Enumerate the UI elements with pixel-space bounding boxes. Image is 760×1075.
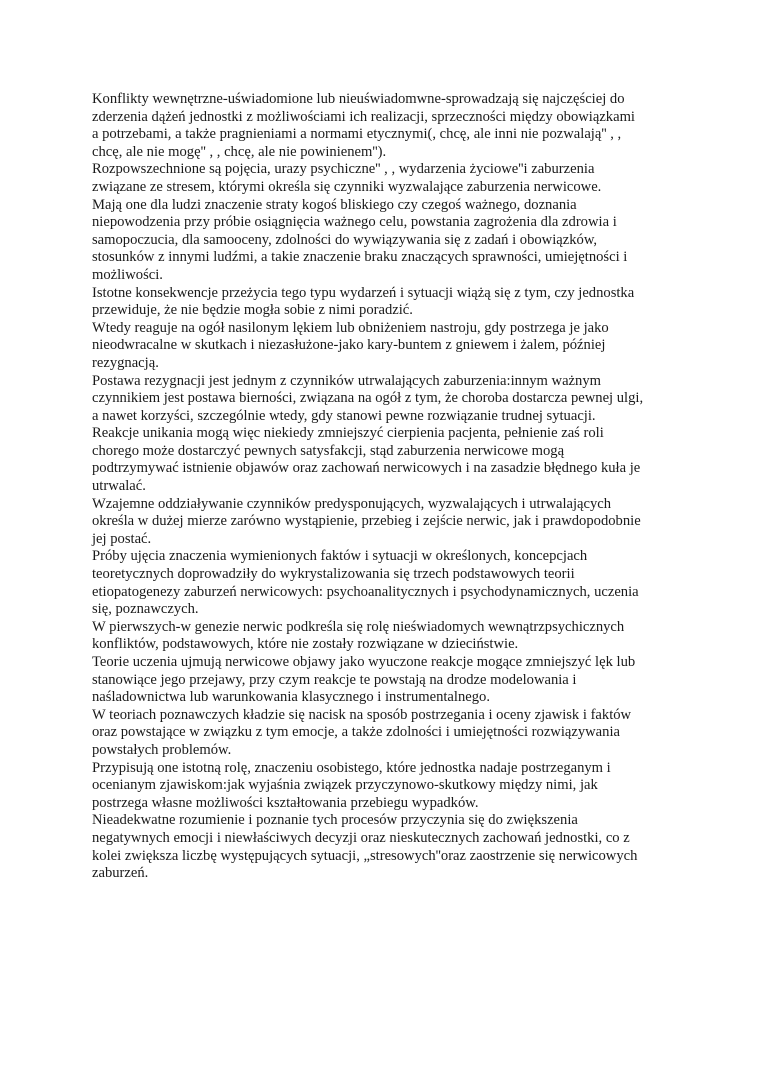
text-line: stanowiące jego przejawy, przy czym reakcje te powstają na drodze modelowania i [92,671,577,688]
text-line: teoretycznych doprowadziły do wykrystalizowania się trzech podstawowych teorii [92,566,575,583]
text-line: samopoczucia, dla samooceny, zdolności do wywiązywania się z zadań i obowiązków, [92,231,598,248]
text-line: jej postać. [92,530,152,547]
text-line: chcę, ale nie mogę'' , , chcę, ale nie powinienem''). [92,143,387,160]
text-line: chorego może dostarczyć pewnych satysfakcji, stąd zaburzenia nerwicowe mogą [92,442,565,459]
text-line: Reakcje unikania mogą więc niekiedy zmniejszyć cierpienia pacjenta, pełnienie zaś roli [92,425,604,442]
text-line: naśladownictwa lub warunkowania klasycznego i instrumentalnego. [92,689,490,706]
text-line: negatywnych emocji i niewłaściwych decyzji oraz nieskutecznych zachowań jednostki, co z [92,829,630,846]
text-line: Teorie uczenia ujmują nerwicowe objawy jako wyuczone reakcje mogące zmniejszyć lęk lub [92,654,636,670]
text-line: ocenianym zjawiskom:jak wyjaśnia związek przyczynowo-skutkowy między nimi, jak [92,777,598,794]
text-line: utrwalać. [92,478,146,495]
text-line: Przypisują one istotną rolę, znaczeniu osobistego, które jednostka nadaje postrzeganym i [92,759,611,776]
text-line: podtrzymywać istnienie objawów oraz zachowań nerwicowych i na zasadzie błędnego kuła je [92,460,641,477]
text-line: Mają one dla ludzi znaczenie straty kogoś bliskiego czy czegoś ważnego, doznania [92,196,577,213]
text-line: stosunków z innymi ludźmi, a takie znaczenie braku znaczących sprawności, umiejętności i [92,249,628,266]
text-line: się, poznawczych. [92,601,199,618]
text-line: postrzega własne możliwości kształtowania przebiegu wypadków. [92,794,479,811]
text-line: Istotne konsekwencje przeżycia tego typu wydarzeń i sytuacji wiążą się z tym, czy jednostka [92,284,635,301]
text-line: W teoriach poznawczych kładzie się nacisk na sposób postrzegania i oceny zjawisk i faktów [92,706,632,723]
text-line: niepowodzenia przy próbie osiągnięcia ważnego celu, powstania zagrożenia dla zdrowia i [92,214,617,231]
text-line: zderzenia dążeń jednostki z możliwościami ich realizacji, sprzeczności między obowiązkami [92,108,635,125]
text-line: Próby ujęcia znaczenia wymienionych faktów i sytuacji w określonych, koncepcjach [92,548,588,565]
text-line: a potrzebami, a także pragnieniami a normami etycznymi(, chcę, ale inni nie pozwalają'' , , [92,126,622,143]
document-body-text [92,91,682,883]
text-line: Wzajemne oddziaływanie czynników predysponujących, wyzwalających i utrwalających [92,495,612,512]
text-line: W pierwszych-w genezie nerwic podkreśla się rolę nieświadomych wewnątrzpsychicznych [92,618,625,635]
text-line: Rozpowszechnione są pojęcia, urazy psychiczne'' , , wydarzenia życiowe''i zaburzenia [92,161,595,178]
text-line: Nieadekwatne rozumienie i poznanie tych procesów przyczynia się do zwiększenia [92,812,578,829]
text-line: czynnikiem jest postawa bierności, związana na ogół z tym, że choroba dostarcza pewnej ulgi, [92,390,644,407]
text-line: zaburzeń. [92,865,149,882]
text-line: powstałych problemów. [92,741,232,758]
text-line: Konflikty wewnętrzne-uświadomione lub nieuświadomwne-sprowadzają się najczęściej do [92,91,625,107]
text-line: oraz powstające w związku z tym emocje, a także zdolności i umiejętności rozwiązywania [92,724,620,741]
text-line: związane ze stresem, którymi określa się czynniki wyzwalające zaburzenia nerwicowe. [92,178,602,195]
text-line: Postawa rezygnacji jest jednym z czynników utrwalających zaburzenia:innym ważnym [92,372,601,389]
text-line: określa w dużej mierze zarówno wystąpienie, przebieg i zejście nerwic, jak i prawdopodobnie [92,513,641,530]
text-line: Wtedy reaguje na ogół nasilonym lękiem lub obniżeniem nastroju, gdy postrzega je jako [92,319,609,336]
text-line: nieodwracalne w skutkach i niezasłużone-jako kary-buntem z gniewem i żalem, później [92,337,606,354]
text-line: możliwości. [92,266,163,283]
text-line: rezygnacją. [92,354,159,371]
text-line: konfliktów, podstawowych, które nie zostały rozwiązane w dzieciństwie. [92,636,519,653]
text-line: a nawet korzyści, szczególnie wtedy, gdy stanowi pewne rozwiązanie trudnej sytuacji. [92,407,596,424]
text-line: kolei zwiększa liczbę występujących sytuacji, „stresowych''oraz zaostrzenie się nerwicowych [92,847,638,864]
text-line: etiopatogenezy zaburzeń nerwicowych: psychoanalitycznych i psychodynamicznych, uczenia [92,583,639,600]
text-line: przewiduje, że nie będzie mogła sobie z nimi poradzić. [92,302,413,319]
